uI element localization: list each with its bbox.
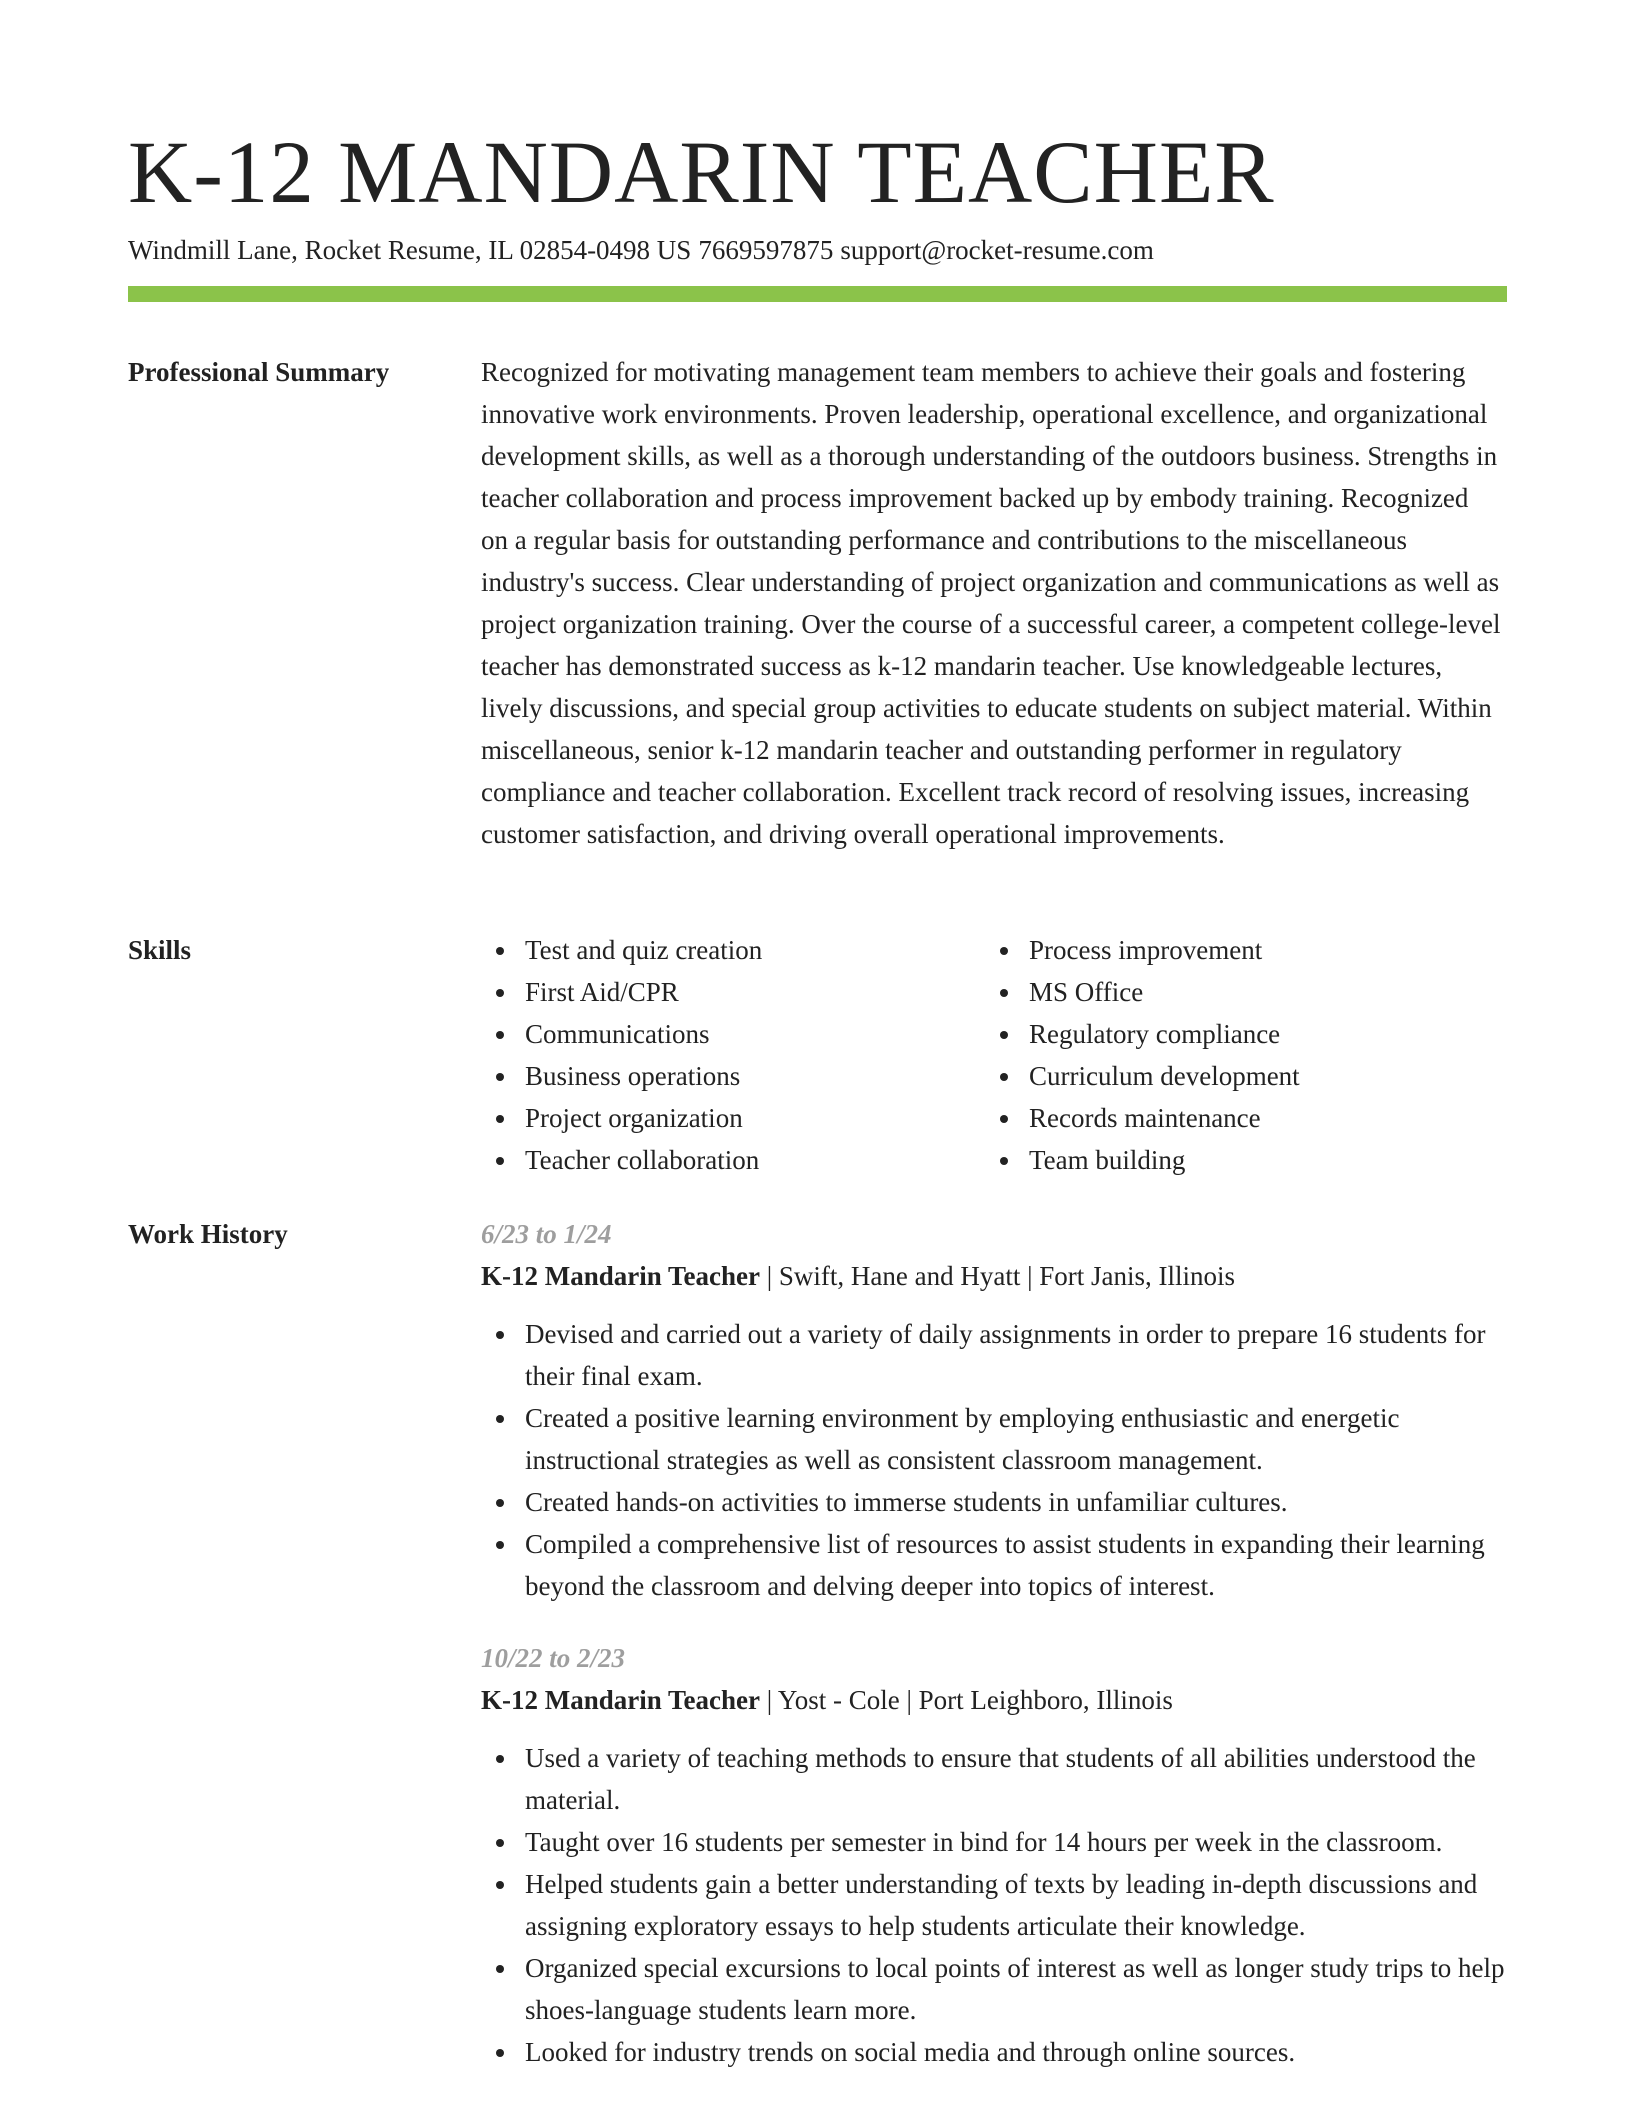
skill-item: Process improvement [985, 929, 1489, 971]
resume-name-heading: K-12 MANDARIN TEACHER [128, 124, 1275, 222]
skill-item: Communications [481, 1013, 985, 1055]
job-entry [481, 1213, 1507, 1607]
contact-email[interactable]: support@rocket-resume.com [840, 235, 1154, 265]
job-bullet: Organized special excursions to local points of interest as well as longer study trips to help shoes-language students learn more. [481, 1947, 1507, 2031]
summary-label: Professional Summary [128, 357, 390, 387]
job-title: K-12 Mandarin Teacher [481, 1685, 761, 1715]
skill-item: Project organization [481, 1097, 985, 1139]
skill-item: Regulatory compliance [985, 1013, 1489, 1055]
header-accent-rule [128, 286, 1507, 302]
skill-item: Business operations [481, 1055, 985, 1097]
job-heading [481, 1679, 1507, 1721]
job-dates: 6/23 to 1/24 [481, 1219, 612, 1249]
job-bullet: Used a variety of teaching methods to ensure that students of all abilities understood the material. [481, 1737, 1507, 1821]
job-bullet: Created hands-on activities to immerse students in unfamiliar cultures. [481, 1481, 1507, 1523]
job-title: K-12 Mandarin Teacher [481, 1261, 761, 1291]
skill-item: MS Office [985, 971, 1489, 1013]
job-bullet: Looked for industry trends on social media and through online sources. [481, 2031, 1507, 2073]
contact-phone: 7669597875 [698, 235, 834, 265]
skills-label: Skills [128, 935, 192, 965]
job-bullet-list [481, 1313, 1507, 1607]
summary-text: Recognized for motivating management team members to achieve their goals and fostering innovative work environments. Proven leadership, operational excellence, and organizational development skills, as well as a thorough understanding of the outdoors business. Strengths in teacher collaboration and process improvement backed up by embody training. Recognized on a regular basis for outstanding performance and contributions to the miscellaneous industry's success. Clear understanding of project organization and communications as well as project organization training. Over the course of a successful career, a competent college-level teacher has demonstrated success as k-12 mandarin teacher. Use knowledgeable lectures, lively discussions, and special group activities to educate students on subject material. Within miscellaneous, senior k-12 mandarin teacher and outstanding performer in regulatory compliance and teacher collaboration. Excellent track record of resolving issues, increasing customer satisfaction, and driving overall operational improvements. [481, 357, 1501, 849]
work-history-body [481, 1213, 1507, 2103]
skill-item: Teacher collaboration [481, 1139, 985, 1181]
skill-item: Curriculum development [985, 1055, 1489, 1097]
job-bullet: Devised and carried out a variety of daily assignments in order to prepare 16 students for their final exam. [481, 1313, 1507, 1397]
job-bullet: Compiled a comprehensive list of resources to assist students in expanding their learning beyond the classroom and delving deeper into topics of interest. [481, 1523, 1507, 1607]
job-bullet: Taught over 16 students per semester in bind for 14 hours per week in the classroom. [481, 1821, 1507, 1863]
contact-line [128, 233, 1154, 267]
contact-address: Windmill Lane, Rocket Resume, IL 02854-0498 US [128, 235, 692, 265]
job-bullet-list [481, 1737, 1507, 2073]
skill-item: Records maintenance [985, 1097, 1489, 1139]
skill-item: Test and quiz creation [481, 929, 985, 971]
skills-list-left [481, 929, 985, 1181]
skill-item: Team building [985, 1139, 1489, 1181]
skill-item: First Aid/CPR [481, 971, 985, 1013]
job-employer-location: | Yost - Cole | Port Leighboro, Illinois [760, 1685, 1173, 1715]
skills-list-right [985, 929, 1489, 1181]
job-heading [481, 1255, 1507, 1297]
summary-body [481, 351, 1507, 855]
job-employer-location: | Swift, Hane and Hyatt | Fort Janis, Illinois [760, 1261, 1236, 1291]
skills-columns [481, 929, 1507, 1181]
job-bullet: Helped students gain a better understanding of texts by leading in-depth discussions and assigning exploratory essays to help students articulate their knowledge. [481, 1863, 1507, 1947]
job-bullet: Created a positive learning environment by employing enthusiastic and energetic instructional strategies as well as consistent classroom management. [481, 1397, 1507, 1481]
skills-body [481, 929, 1507, 1181]
job-dates: 10/22 to 2/23 [481, 1643, 626, 1673]
resume-page [128, 0, 1507, 2112]
work-history-label: Work History [128, 1219, 288, 1249]
job-entry [481, 1637, 1507, 2073]
